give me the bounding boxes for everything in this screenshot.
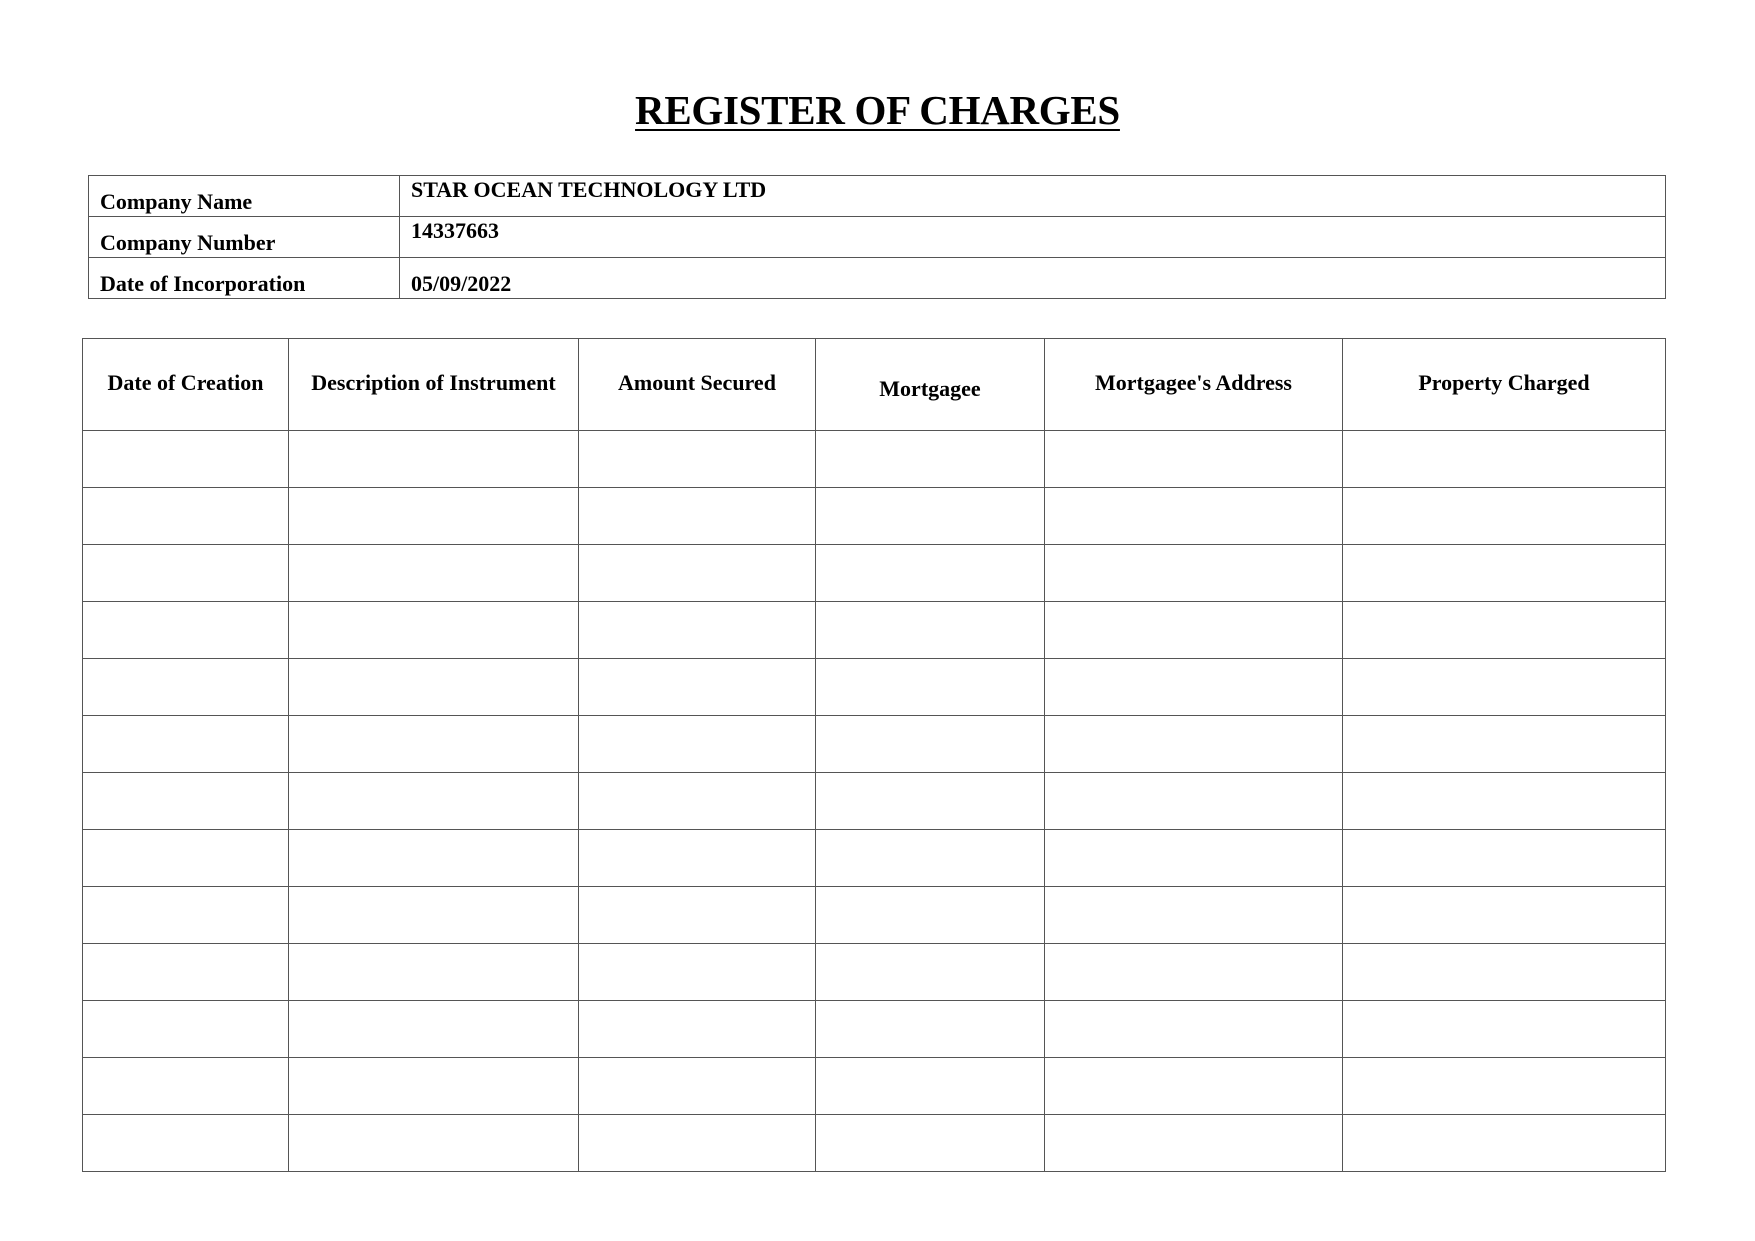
table-row bbox=[83, 773, 1666, 830]
column-header-amount-secured: Amount Secured bbox=[579, 339, 816, 431]
cell-mortgagee-address bbox=[1045, 716, 1343, 773]
cell-description-of-instrument bbox=[289, 545, 579, 602]
cell-mortgagee bbox=[816, 887, 1045, 944]
charges-table-body bbox=[83, 431, 1666, 1172]
cell-date-of-creation bbox=[83, 602, 289, 659]
table-row bbox=[83, 602, 1666, 659]
cell-mortgagee bbox=[816, 545, 1045, 602]
cell-date-of-creation bbox=[83, 431, 289, 488]
cell-mortgagee bbox=[816, 659, 1045, 716]
company-info-table bbox=[88, 175, 1666, 299]
cell-date-of-creation bbox=[83, 545, 289, 602]
cell-amount-secured bbox=[579, 716, 816, 773]
cell-amount-secured bbox=[579, 659, 816, 716]
column-header-description-of-instrument: Description of Instrument bbox=[289, 339, 579, 431]
cell-amount-secured bbox=[579, 1001, 816, 1058]
cell-mortgagee bbox=[816, 1058, 1045, 1115]
table-row bbox=[83, 488, 1666, 545]
cell-property-charged bbox=[1343, 830, 1666, 887]
cell-property-charged bbox=[1343, 716, 1666, 773]
cell-amount-secured bbox=[579, 545, 816, 602]
cell-date-of-creation bbox=[83, 944, 289, 1001]
table-row bbox=[83, 887, 1666, 944]
table-row bbox=[83, 830, 1666, 887]
date-of-incorporation-value: 05/09/2022 bbox=[400, 258, 1666, 299]
cell-property-charged bbox=[1343, 773, 1666, 830]
cell-amount-secured bbox=[579, 488, 816, 545]
cell-mortgagee-address bbox=[1045, 944, 1343, 1001]
cell-mortgagee bbox=[816, 488, 1045, 545]
cell-amount-secured bbox=[579, 1058, 816, 1115]
cell-description-of-instrument bbox=[289, 1058, 579, 1115]
cell-amount-secured bbox=[579, 602, 816, 659]
cell-mortgagee-address bbox=[1045, 602, 1343, 659]
company-name-label: Company Name bbox=[89, 176, 400, 217]
company-number-label: Company Number bbox=[89, 217, 400, 258]
cell-date-of-creation bbox=[83, 1115, 289, 1172]
cell-date-of-creation bbox=[83, 659, 289, 716]
cell-mortgagee bbox=[816, 1115, 1045, 1172]
cell-amount-secured bbox=[579, 1115, 816, 1172]
cell-mortgagee bbox=[816, 830, 1045, 887]
cell-mortgagee-address bbox=[1045, 1115, 1343, 1172]
cell-description-of-instrument bbox=[289, 602, 579, 659]
cell-date-of-creation bbox=[83, 1058, 289, 1115]
column-header-property-charged: Property Charged bbox=[1343, 339, 1666, 431]
date-of-incorporation-row bbox=[89, 258, 1666, 299]
cell-mortgagee bbox=[816, 716, 1045, 773]
cell-mortgagee-address bbox=[1045, 1058, 1343, 1115]
cell-property-charged bbox=[1343, 488, 1666, 545]
company-name-value: STAR OCEAN TECHNOLOGY LTD bbox=[400, 176, 1666, 217]
cell-description-of-instrument bbox=[289, 830, 579, 887]
cell-date-of-creation bbox=[83, 1001, 289, 1058]
cell-mortgagee-address bbox=[1045, 887, 1343, 944]
table-row bbox=[83, 545, 1666, 602]
cell-date-of-creation bbox=[83, 830, 289, 887]
page-title: REGISTER OF CHARGES bbox=[635, 87, 1120, 133]
charges-table bbox=[82, 338, 1666, 1172]
cell-mortgagee-address bbox=[1045, 431, 1343, 488]
table-row bbox=[83, 431, 1666, 488]
cell-description-of-instrument bbox=[289, 431, 579, 488]
cell-amount-secured bbox=[579, 431, 816, 488]
cell-property-charged bbox=[1343, 659, 1666, 716]
cell-mortgagee-address bbox=[1045, 545, 1343, 602]
cell-property-charged bbox=[1343, 431, 1666, 488]
cell-property-charged bbox=[1343, 944, 1666, 1001]
table-row bbox=[83, 1001, 1666, 1058]
charges-header-row bbox=[83, 339, 1666, 431]
cell-description-of-instrument bbox=[289, 887, 579, 944]
cell-mortgagee bbox=[816, 773, 1045, 830]
cell-description-of-instrument bbox=[289, 1001, 579, 1058]
company-name-row bbox=[89, 176, 1666, 217]
table-row bbox=[83, 1115, 1666, 1172]
cell-date-of-creation bbox=[83, 773, 289, 830]
column-header-date-of-creation: Date of Creation bbox=[83, 339, 289, 431]
table-row bbox=[83, 659, 1666, 716]
cell-mortgagee-address bbox=[1045, 1001, 1343, 1058]
company-number-row bbox=[89, 217, 1666, 258]
cell-date-of-creation bbox=[83, 716, 289, 773]
cell-mortgagee bbox=[816, 944, 1045, 1001]
table-row bbox=[83, 1058, 1666, 1115]
date-of-incorporation-label: Date of Incorporation bbox=[89, 258, 400, 299]
cell-mortgagee bbox=[816, 1001, 1045, 1058]
company-number-value: 14337663 bbox=[400, 217, 1666, 258]
cell-property-charged bbox=[1343, 545, 1666, 602]
cell-amount-secured bbox=[579, 830, 816, 887]
cell-mortgagee-address bbox=[1045, 488, 1343, 545]
column-header-mortgagee-address: Mortgagee's Address bbox=[1045, 339, 1343, 431]
cell-description-of-instrument bbox=[289, 773, 579, 830]
cell-property-charged bbox=[1343, 1115, 1666, 1172]
cell-date-of-creation bbox=[83, 887, 289, 944]
cell-mortgagee-address bbox=[1045, 659, 1343, 716]
cell-date-of-creation bbox=[83, 488, 289, 545]
table-row bbox=[83, 944, 1666, 1001]
cell-amount-secured bbox=[579, 773, 816, 830]
cell-description-of-instrument bbox=[289, 716, 579, 773]
cell-description-of-instrument bbox=[289, 488, 579, 545]
table-row bbox=[83, 716, 1666, 773]
cell-amount-secured bbox=[579, 887, 816, 944]
cell-property-charged bbox=[1343, 1058, 1666, 1115]
cell-amount-secured bbox=[579, 944, 816, 1001]
cell-property-charged bbox=[1343, 887, 1666, 944]
cell-description-of-instrument bbox=[289, 944, 579, 1001]
cell-mortgagee-address bbox=[1045, 773, 1343, 830]
cell-description-of-instrument bbox=[289, 1115, 579, 1172]
cell-mortgagee bbox=[816, 602, 1045, 659]
cell-description-of-instrument bbox=[289, 659, 579, 716]
cell-property-charged bbox=[1343, 1001, 1666, 1058]
cell-mortgagee bbox=[816, 431, 1045, 488]
column-header-mortgagee: Mortgagee bbox=[816, 339, 1045, 431]
cell-mortgagee-address bbox=[1045, 830, 1343, 887]
cell-property-charged bbox=[1343, 602, 1666, 659]
